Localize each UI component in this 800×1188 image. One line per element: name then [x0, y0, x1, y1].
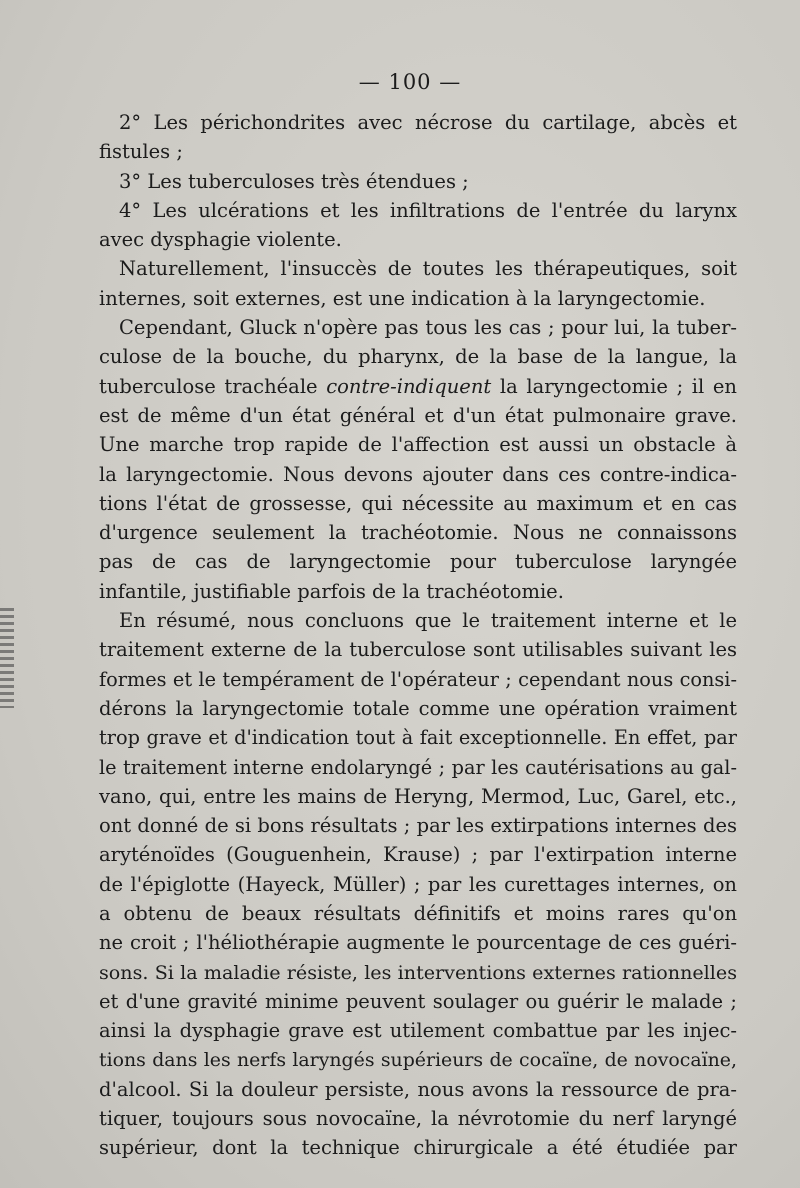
text-line [99, 1046, 737, 1075]
text-segment: culose de la bouche, du pharynx, de la base de la langue, la [99, 345, 737, 369]
text-segment: est de même d'un état général et d'un état pulmonaire grave. [99, 403, 737, 427]
text-line [99, 284, 737, 313]
text-line [99, 430, 737, 459]
text-line [99, 518, 737, 547]
text-line [99, 753, 737, 782]
text-line [99, 987, 737, 1016]
text-line [99, 547, 737, 576]
text-segment: tions dans les nerfs laryngés supérieurs de cocaïne, de novocaïne, [99, 1048, 737, 1071]
text-line [99, 811, 737, 840]
text-segment: la laryngectomie. Nous devons ajouter dans ces contre-indica- [99, 462, 737, 486]
text-segment: ainsi la dysphagie grave est utilement combattue par les injec- [99, 1019, 737, 1043]
text-segment: d'alcool. Si la douleur persiste, nous avons la ressource de pra- [99, 1077, 737, 1101]
text-line [99, 460, 737, 489]
text-line [99, 928, 737, 957]
text-segment: formes et le tempérament de l'opérateur ; cependant nous consi- [99, 667, 737, 691]
margin-mark [0, 608, 14, 708]
text-segment: tions l'état de grossesse, qui nécessite au maximum et en cas [99, 491, 737, 515]
page-number: — 100 — [358, 70, 462, 94]
text-segment: 4° Les ulcérations et les infiltrations de l'entrée du larynx [119, 198, 737, 222]
text-segment: tuberculose trachéale [99, 374, 327, 398]
text-line [99, 1104, 737, 1133]
text-line [99, 401, 737, 430]
text-line [99, 899, 737, 928]
text-line [99, 782, 737, 811]
text-segment: Une marche trop rapide de l'affection est aussi un obstacle à [99, 433, 737, 457]
text-segment: la laryngectomie ; il en [491, 374, 737, 398]
text-line [99, 1133, 737, 1162]
text-segment: vano, qui, entre les mains de Heryng, Mermod, Luc, Garel, etc., [99, 784, 737, 808]
text-segment: tiquer, toujours sous novocaïne, la névrotomie du nerf laryngé [99, 1107, 737, 1131]
text-line [99, 254, 737, 283]
text-segment: 2° Les périchondrites avec nécrose du cartilage, abcès et [119, 111, 737, 134]
text-line [99, 840, 737, 869]
text-segment: ont donné de si bons résultats ; par les extirpations internes des [99, 814, 737, 838]
text-line [99, 137, 737, 166]
text-line [99, 1075, 737, 1104]
text-segment: aryténoïdes (Gouguenhein, Krause) ; par l'extirpation interne [99, 843, 737, 867]
text-segment: traitement externe de la tuberculose sont utilisables suivant les [99, 638, 737, 662]
text-segment: a obtenu de beaux résultats définitifs et moins rares qu'on [99, 902, 737, 926]
text-segment: sons. Si la maladie résiste, les interventions externes rationnelles [99, 960, 737, 984]
text-segment: Naturellement, l'insuccès de toutes les thérapeutiques, soit [119, 257, 737, 281]
text-segment: d'urgence seulement la trachéotomie. Nous ne connaissons [99, 521, 737, 545]
text-line [99, 577, 737, 606]
text-line [99, 723, 737, 752]
text-line [99, 635, 737, 664]
text-segment: Cependant, Gluck n'opère pas tous les cas ; pour lui, la tuber- [119, 316, 737, 340]
text-segment: En résumé, nous concluons que le traitement interne et le [119, 609, 737, 633]
text-segment: ne croit ; l'héliothérapie augmente le pourcentage de ces guéri- [99, 931, 737, 955]
text-segment: et d'une gravité minime peuvent soulager ou guérir le malade ; [99, 989, 737, 1013]
text-segment: dérons la laryngectomie totale comme une opération vraiment [99, 696, 737, 720]
text-segment: infantile, justifiable parfois de la trachéotomie. [99, 579, 564, 603]
body-text [99, 108, 737, 1163]
text-line [99, 606, 737, 635]
text-segment: 3° Les tuberculoses très étendues ; [119, 169, 469, 193]
text-segment: fistules ; [99, 140, 183, 164]
text-line [99, 870, 737, 899]
text-line [99, 167, 737, 196]
text-line [99, 958, 737, 987]
text-line [99, 665, 737, 694]
text-segment: de l'épiglotte (Hayeck, Müller) ; par les curettages internes, on [99, 872, 737, 896]
text-line [99, 342, 737, 371]
text-line [99, 1016, 737, 1045]
text-line [99, 108, 737, 137]
text-segment: le traitement interne endolaryngé ; par les cautérisations au gal- [99, 755, 737, 779]
text-segment: trop grave et d'indication tout à fait exceptionnelle. En effet, par [99, 726, 737, 750]
text-line [99, 225, 737, 254]
text-line [99, 372, 737, 401]
text-line [99, 489, 737, 518]
text-segment: supérieur, dont la technique chirurgicale a été étudiée par [99, 1136, 737, 1160]
text-segment: internes, soit externes, est une indication à la laryngectomie. [99, 286, 706, 310]
text-segment: pas de cas de laryngectomie pour tuberculose laryngée [99, 550, 737, 574]
text-segment: avec dysphagie violente. [99, 228, 342, 252]
text-line [99, 694, 737, 723]
text-line [99, 196, 737, 225]
text-line [99, 313, 737, 342]
italic-segment: contre-indiquent [326, 374, 492, 398]
